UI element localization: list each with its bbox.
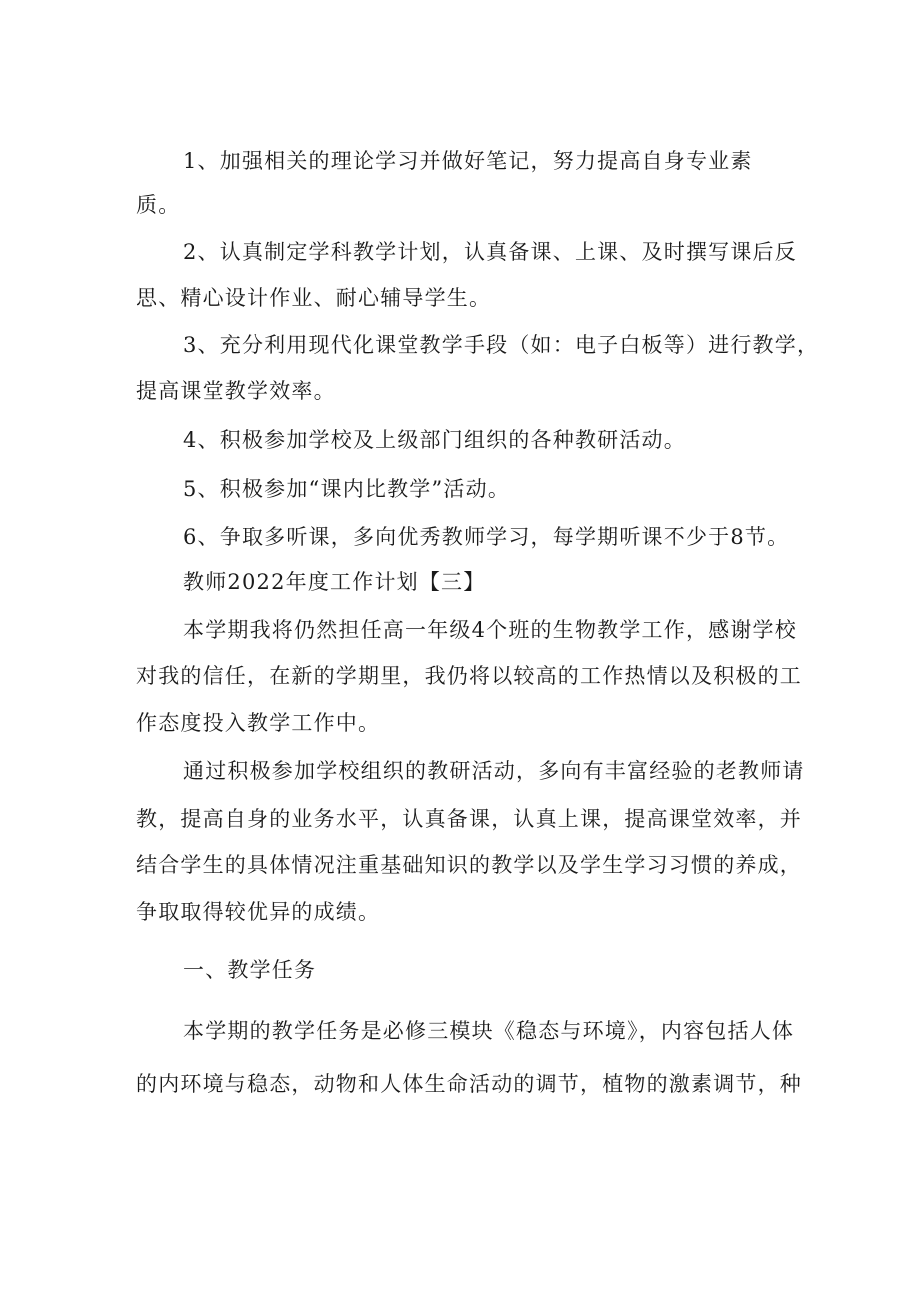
text-line: 教，提高自身的业务水平，认真备课，认真上课，提高课堂效率，并 <box>136 807 802 831</box>
section-heading: 教师2022年度工作计划【三】 <box>183 570 486 594</box>
text-line: 提高课堂教学效率。 <box>136 379 336 403</box>
text-line: 作态度投入教学工作中。 <box>136 711 381 735</box>
section-heading: 一、教学任务 <box>183 958 317 982</box>
text-line: 思、精心设计作业、耐心辅导学生。 <box>136 286 492 310</box>
text-line: 5、积极参加“课内比教学”活动。 <box>183 477 511 501</box>
text-line: 3、充分利用现代化课堂教学手段（如：电子白板等）进行教学， <box>183 333 820 357</box>
text-line: 6、争取多听课，多向优秀教师学习，每学期听课不少于8节。 <box>183 525 790 549</box>
text-line: 4、积极参加学校及上级部门组织的各种教研活动。 <box>183 428 686 452</box>
text-line: 的内环境与稳态，动物和人体生命活动的调节，植物的激素调节，种 <box>136 1072 802 1096</box>
text-line: 1、加强相关的理论学习并做好笔记，努力提高自身专业素 <box>183 149 753 173</box>
text-line: 结合学生的具体情况注重基础知识的教学以及学生学习习惯的养成， <box>136 853 802 877</box>
text-line: 质。 <box>136 193 181 217</box>
text-line: 2、认真制定学科教学计划，认真备课、上课、及时撰写课后反 <box>183 240 797 264</box>
text-line: 本学期我将仍然担任高一年级4个班的生物教学工作，感谢学校 <box>183 618 797 642</box>
text-line: 对我的信任，在新的学期里，我仍将以较高的工作热情以及积极的工 <box>136 664 802 688</box>
text-line: 争取取得较优异的成绩。 <box>136 900 381 924</box>
text-line: 本学期的教学任务是必修三模块《稳态与环境》，内容包括人体 <box>183 1019 795 1043</box>
text-line: 通过积极参加学校组织的教研活动，多向有丰富经验的老教师请 <box>183 759 805 783</box>
